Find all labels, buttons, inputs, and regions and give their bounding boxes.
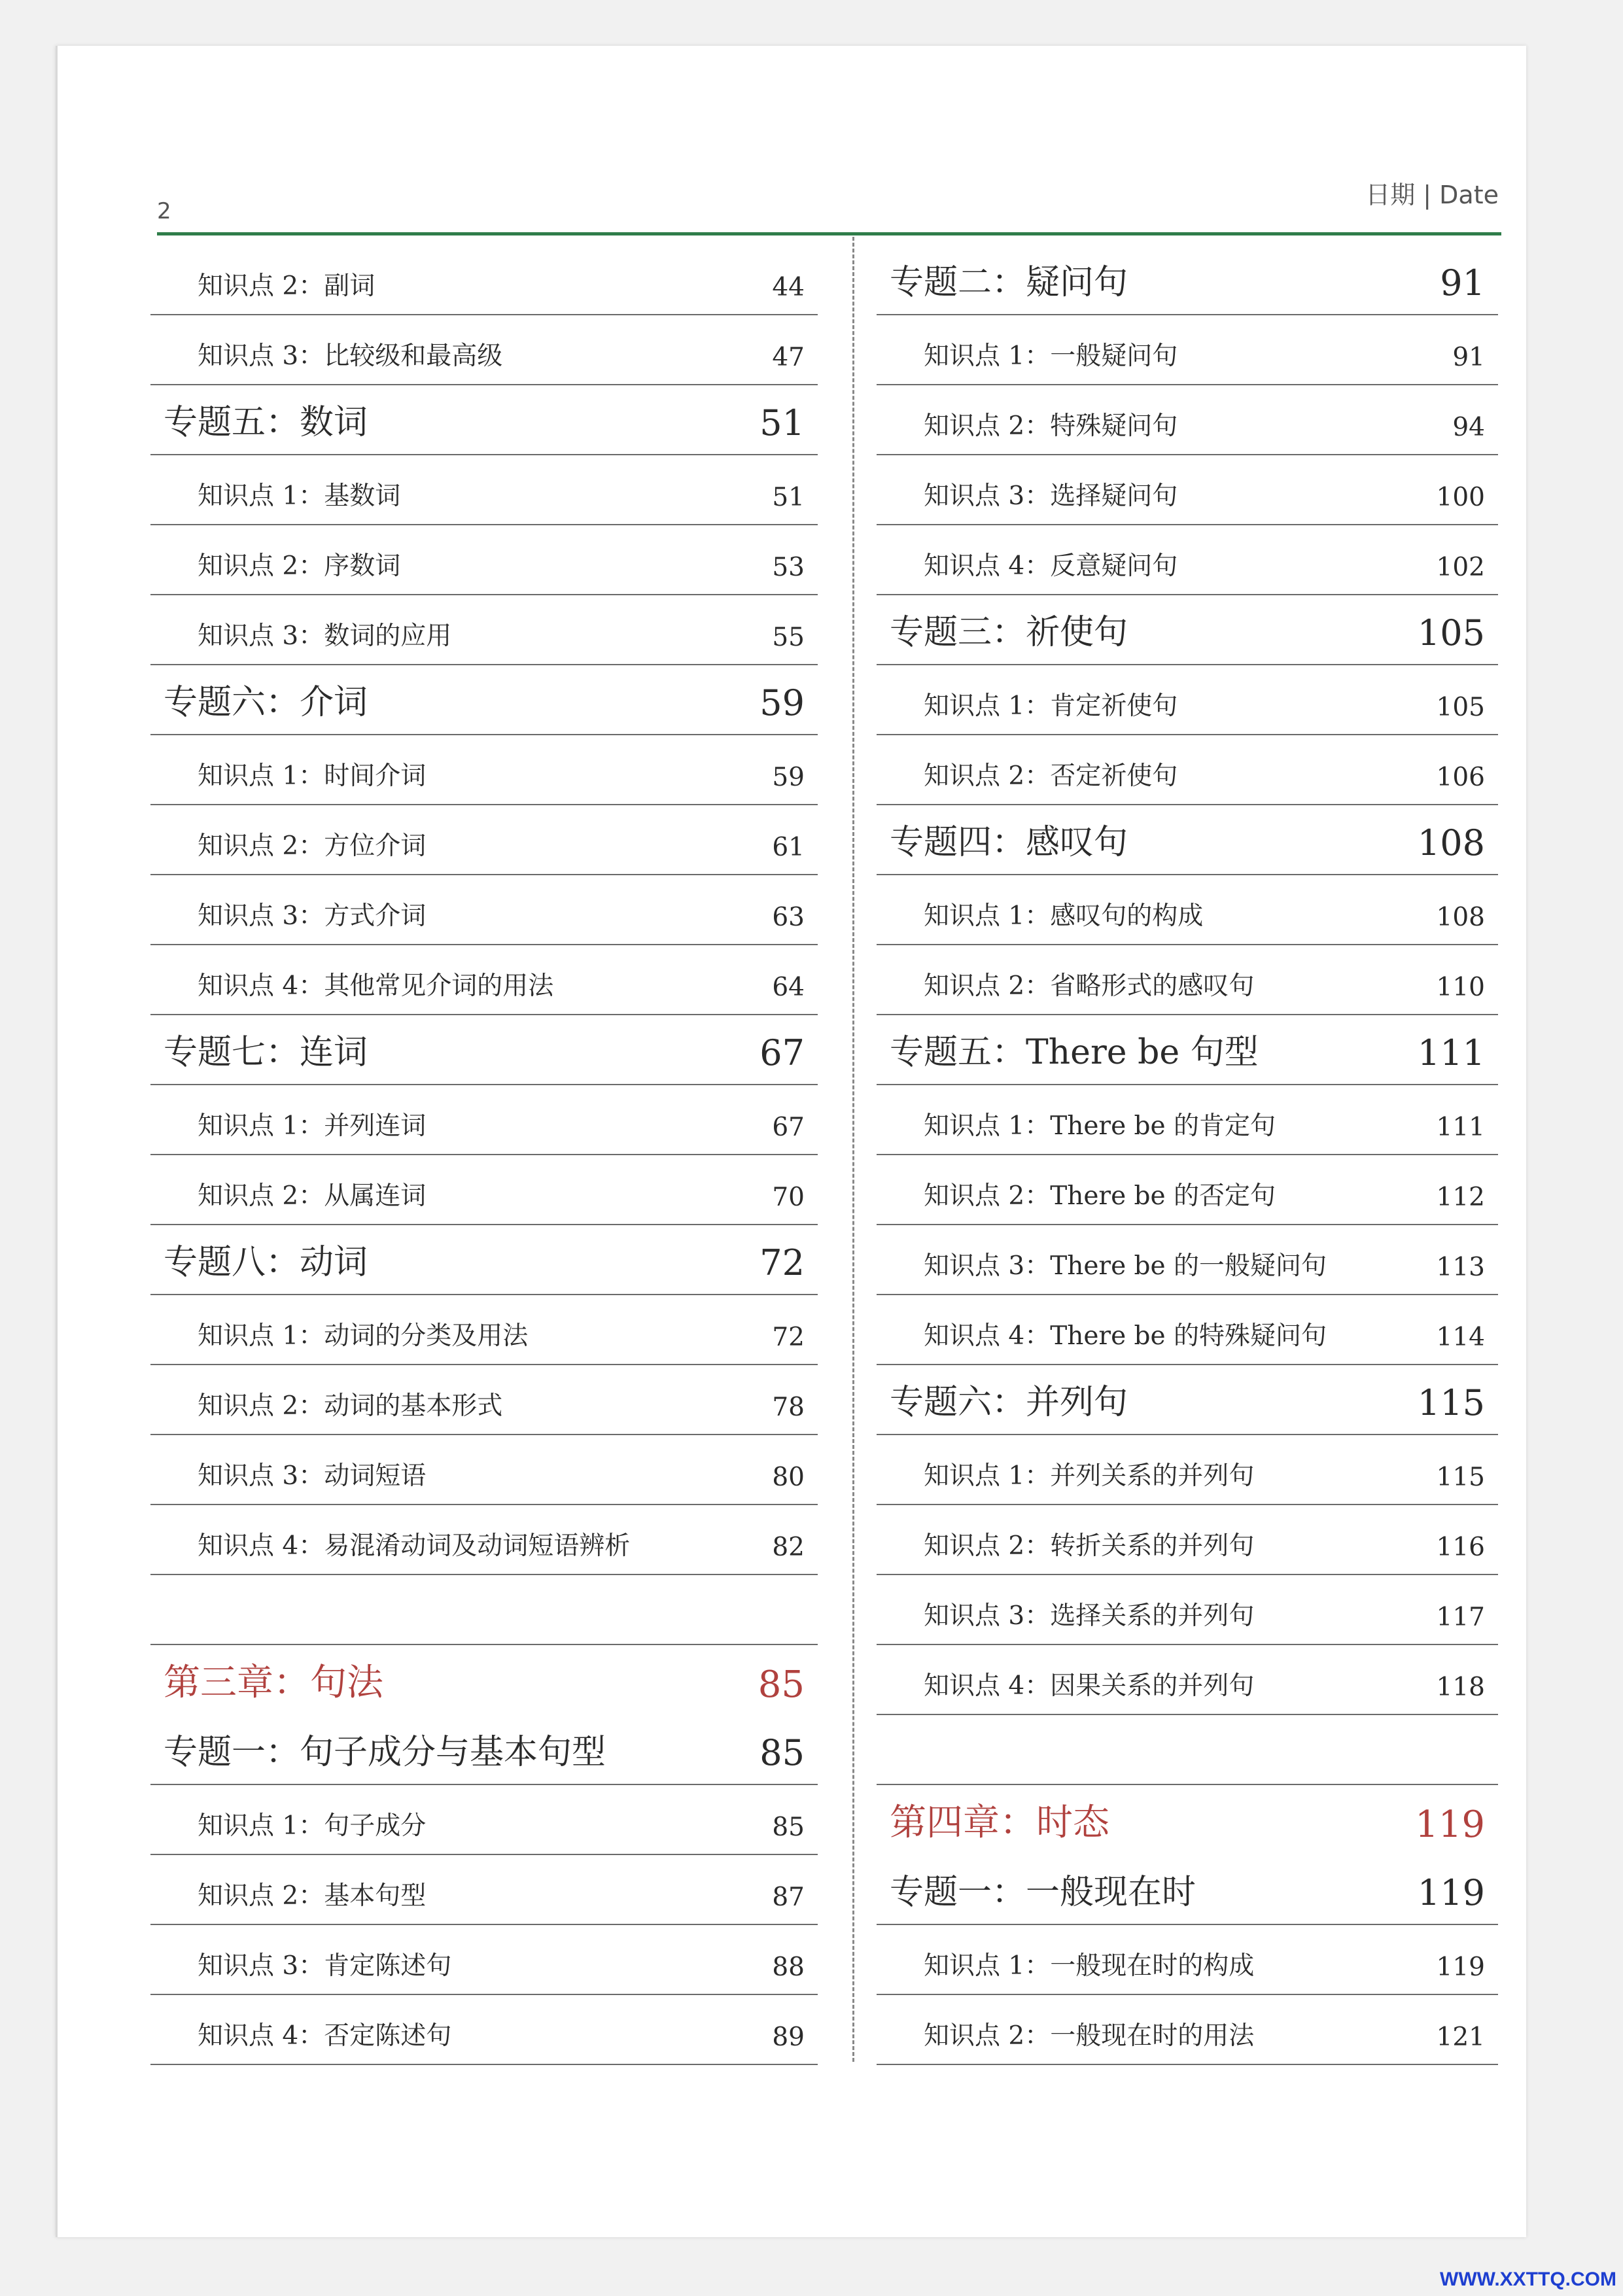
toc-point-row[interactable] [150, 1435, 818, 1505]
toc-point-row[interactable] [150, 945, 818, 1015]
toc-point-row[interactable] [877, 665, 1498, 735]
toc-entry-page: 85 [758, 1663, 805, 1706]
toc-entry-page: 55 [772, 623, 805, 652]
toc-entry-title: 知识点 1：There be 的肯定句 [924, 1111, 1276, 1141]
toc-entry-title: 知识点 3：比较级和最高级 [198, 341, 503, 371]
toc-entry-title: 知识点 1：并列关系的并列句 [924, 1461, 1255, 1491]
toc-point-row[interactable] [150, 1925, 818, 1995]
toc-entry-title: 知识点 2：从属连词 [198, 1181, 427, 1211]
toc-point-row[interactable] [877, 455, 1498, 525]
toc-entry-title: 知识点 4：There be 的特殊疑问句 [924, 1321, 1327, 1351]
toc-entry-title: 专题七：连词 [164, 1033, 368, 1072]
toc-entry-title: 知识点 2：基本句型 [198, 1881, 427, 1911]
toc-point-row[interactable] [877, 875, 1498, 945]
toc-topic-row[interactable] [877, 1855, 1498, 1925]
toc-point-row[interactable] [877, 1925, 1498, 1995]
toc-point-row[interactable] [150, 525, 818, 595]
toc-entry-page: 89 [772, 2023, 805, 2052]
toc-entry-title: 第四章：时态 [890, 1801, 1109, 1844]
toc-entry-page: 59 [759, 682, 805, 723]
toc-entry-page: 91 [1452, 343, 1485, 372]
toc-entry-title: 第三章：句法 [164, 1661, 383, 1704]
toc-entry-page: 116 [1436, 1533, 1485, 1562]
toc-entry-title: 知识点 1：动词的分类及用法 [198, 1321, 529, 1351]
toc-entry-title: 专题二：疑问句 [890, 263, 1128, 302]
toc-entry-title: 专题八：动词 [164, 1243, 368, 1282]
toc-entry-page: 119 [1415, 1803, 1485, 1846]
toc-entry-title: 知识点 3：方式介词 [198, 901, 427, 931]
toc-topic-row[interactable] [150, 1225, 818, 1295]
toc-entry-page: 72 [759, 1242, 805, 1283]
toc-topic-row[interactable] [150, 1015, 818, 1085]
toc-entry-page: 82 [772, 1533, 805, 1562]
toc-entry-title: 知识点 1：句子成分 [198, 1811, 427, 1841]
toc-point-row[interactable] [877, 1995, 1498, 2065]
toc-entry-title: 知识点 2：方位介词 [198, 831, 427, 861]
toc-entry-page: 110 [1436, 973, 1485, 1002]
toc-entry-title: 知识点 2：动词的基本形式 [198, 1391, 503, 1421]
column-divider [852, 237, 854, 2062]
toc-entry-title: 知识点 4：否定陈述句 [198, 2021, 452, 2051]
toc-entry-title: 知识点 2：否定祈使句 [924, 761, 1178, 791]
toc-entry-page: 59 [772, 763, 805, 792]
toc-entry-page: 105 [1417, 612, 1485, 653]
toc-right-column [877, 245, 1498, 2065]
date-label: 日期 | Date [1365, 181, 1499, 209]
toc-blank-row [150, 1575, 818, 1645]
toc-point-row[interactable] [877, 1295, 1498, 1365]
toc-entry-title: 专题一：句子成分与基本句型 [164, 1733, 606, 1772]
toc-point-row[interactable] [877, 1575, 1498, 1645]
toc-entry-title: 知识点 1：一般现在时的构成 [924, 1951, 1255, 1981]
toc-topic-row[interactable] [877, 805, 1498, 875]
toc-chapter-row[interactable] [877, 1785, 1498, 1855]
toc-entry-page: 111 [1436, 1113, 1485, 1142]
toc-point-row[interactable] [150, 735, 818, 805]
toc-entry-page: 118 [1436, 1673, 1485, 1702]
toc-entry-page: 85 [772, 1813, 805, 1842]
toc-entry-title: 专题六：并列句 [890, 1383, 1128, 1422]
toc-point-row[interactable] [150, 1085, 818, 1155]
toc-entry-title: 专题一：一般现在时 [890, 1873, 1196, 1912]
toc-entry-title: 知识点 4：反意疑问句 [924, 551, 1178, 581]
toc-point-row[interactable] [150, 1505, 818, 1575]
toc-entry-page: 67 [759, 1032, 805, 1073]
toc-entry-page: 121 [1436, 2023, 1485, 2052]
toc-point-row[interactable] [150, 595, 818, 665]
toc-topic-row[interactable] [877, 245, 1498, 315]
toc-topic-row[interactable] [877, 595, 1498, 665]
toc-entry-page: 115 [1417, 1382, 1485, 1423]
toc-entry-page: 111 [1417, 1032, 1485, 1073]
toc-topic-row[interactable] [150, 665, 818, 735]
toc-entry-title: 知识点 4：因果关系的并列句 [924, 1671, 1255, 1701]
toc-entry-page: 87 [772, 1883, 805, 1912]
watermark: WWW.XXTTQ.COM [1440, 2269, 1616, 2290]
toc-point-row[interactable] [877, 315, 1498, 385]
toc-entry-title: 知识点 1：时间介词 [198, 761, 427, 791]
toc-entry-page: 51 [772, 483, 805, 512]
toc-point-row[interactable] [150, 245, 818, 315]
toc-point-row[interactable] [877, 1505, 1498, 1575]
toc-entry-page: 102 [1436, 553, 1485, 582]
toc-entry-page: 85 [759, 1732, 805, 1773]
toc-entry-title: 专题四：感叹句 [890, 823, 1128, 862]
toc-point-row[interactable] [877, 735, 1498, 805]
toc-left-column [150, 245, 818, 2065]
toc-entry-page: 47 [772, 343, 805, 372]
toc-entry-page: 114 [1436, 1323, 1485, 1352]
toc-entry-title: 知识点 3：选择疑问句 [924, 481, 1178, 511]
toc-entry-page: 44 [772, 273, 805, 302]
toc-topic-row[interactable] [877, 1015, 1498, 1085]
toc-entry-title: 知识点 3：There be 的一般疑问句 [924, 1251, 1327, 1281]
toc-point-row[interactable] [877, 525, 1498, 595]
toc-point-row[interactable] [877, 1645, 1498, 1715]
toc-point-row[interactable] [150, 315, 818, 385]
toc-entry-page: 108 [1436, 903, 1485, 932]
toc-point-row[interactable] [150, 455, 818, 525]
toc-entry-page: 64 [772, 973, 805, 1002]
toc-entry-page: 78 [772, 1393, 805, 1422]
toc-point-row[interactable] [150, 1785, 818, 1855]
toc-entry-title: 知识点 2：一般现在时的用法 [924, 2021, 1255, 2051]
toc-entry-title: 知识点 2：副词 [198, 271, 375, 301]
toc-entry-title: 专题五：There be 句型 [890, 1033, 1259, 1072]
toc-point-row[interactable] [150, 1995, 818, 2065]
toc-entry-title: 知识点 2：序数词 [198, 551, 401, 581]
toc-entry-page: 91 [1440, 262, 1485, 304]
toc-point-row[interactable] [150, 1155, 818, 1225]
toc-entry-title: 知识点 2：转折关系的并列句 [924, 1531, 1255, 1561]
toc-chapter-row[interactable] [150, 1645, 818, 1715]
header-rule [157, 232, 1501, 235]
toc-entry-title: 专题三：祈使句 [890, 613, 1128, 652]
toc-entry-page: 51 [759, 402, 805, 444]
toc-point-row[interactable] [150, 805, 818, 875]
toc-entry-page: 88 [772, 1953, 805, 1982]
toc-entry-title: 知识点 2：There be 的否定句 [924, 1181, 1276, 1211]
toc-entry-title: 知识点 2：省略形式的感叹句 [924, 971, 1255, 1001]
toc-entry-page: 117 [1436, 1603, 1485, 1632]
toc-entry-page: 72 [772, 1323, 805, 1352]
toc-entry-title: 知识点 1：一般疑问句 [924, 341, 1178, 371]
toc-point-row[interactable] [877, 1435, 1498, 1505]
toc-entry-page: 63 [772, 903, 805, 932]
toc-entry-title: 知识点 4：易混淆动词及动词短语辨析 [198, 1531, 631, 1561]
toc-point-row[interactable] [150, 1365, 818, 1435]
toc-entry-title: 知识点 3：肯定陈述句 [198, 1951, 452, 1981]
toc-entry-page: 119 [1417, 1872, 1485, 1913]
toc-point-row[interactable] [150, 875, 818, 945]
toc-entry-page: 112 [1436, 1183, 1485, 1212]
toc-entry-page: 115 [1436, 1463, 1485, 1492]
toc-entry-page: 105 [1436, 693, 1485, 722]
toc-topic-row[interactable] [877, 1365, 1498, 1435]
toc-topic-row[interactable] [150, 1715, 818, 1785]
toc-entry-page: 70 [772, 1183, 805, 1212]
toc-entry-page: 94 [1452, 413, 1485, 442]
toc-entry-title: 知识点 4：其他常见介词的用法 [198, 971, 554, 1001]
toc-entry-title: 知识点 2：特殊疑问句 [924, 411, 1178, 441]
toc-entry-title: 知识点 1：并列连词 [198, 1111, 427, 1141]
toc-entry-page: 100 [1436, 483, 1485, 512]
toc-point-row[interactable] [877, 1225, 1498, 1295]
toc-entry-title: 专题六：介词 [164, 683, 368, 722]
toc-entry-title: 知识点 1：肯定祈使句 [924, 691, 1178, 721]
toc-entry-page: 61 [772, 833, 805, 862]
toc-blank-row [877, 1715, 1498, 1785]
toc-point-row[interactable] [150, 1855, 818, 1925]
page-number: 2 [157, 198, 171, 224]
toc-entry-page: 80 [772, 1463, 805, 1492]
toc-entry-title: 专题五：数词 [164, 403, 368, 442]
toc-entry-page: 113 [1436, 1253, 1485, 1282]
toc-entry-page: 67 [772, 1113, 805, 1142]
toc-point-row[interactable] [877, 1085, 1498, 1155]
toc-entry-page: 106 [1436, 763, 1485, 792]
toc-point-row[interactable] [150, 1295, 818, 1365]
toc-point-row[interactable] [877, 945, 1498, 1015]
toc-point-row[interactable] [877, 385, 1498, 455]
toc-entry-title: 知识点 3：数词的应用 [198, 621, 452, 651]
toc-entry-title: 知识点 3：选择关系的并列句 [924, 1601, 1255, 1631]
toc-entry-title: 知识点 1：感叹句的构成 [924, 901, 1204, 931]
toc-point-row[interactable] [877, 1155, 1498, 1225]
toc-entry-page: 53 [772, 553, 805, 582]
toc-entry-page: 119 [1436, 1953, 1485, 1982]
toc-entry-title: 知识点 3：动词短语 [198, 1461, 427, 1491]
toc-entry-page: 108 [1417, 822, 1485, 863]
toc-topic-row[interactable] [150, 385, 818, 455]
toc-entry-title: 知识点 1：基数词 [198, 481, 401, 511]
